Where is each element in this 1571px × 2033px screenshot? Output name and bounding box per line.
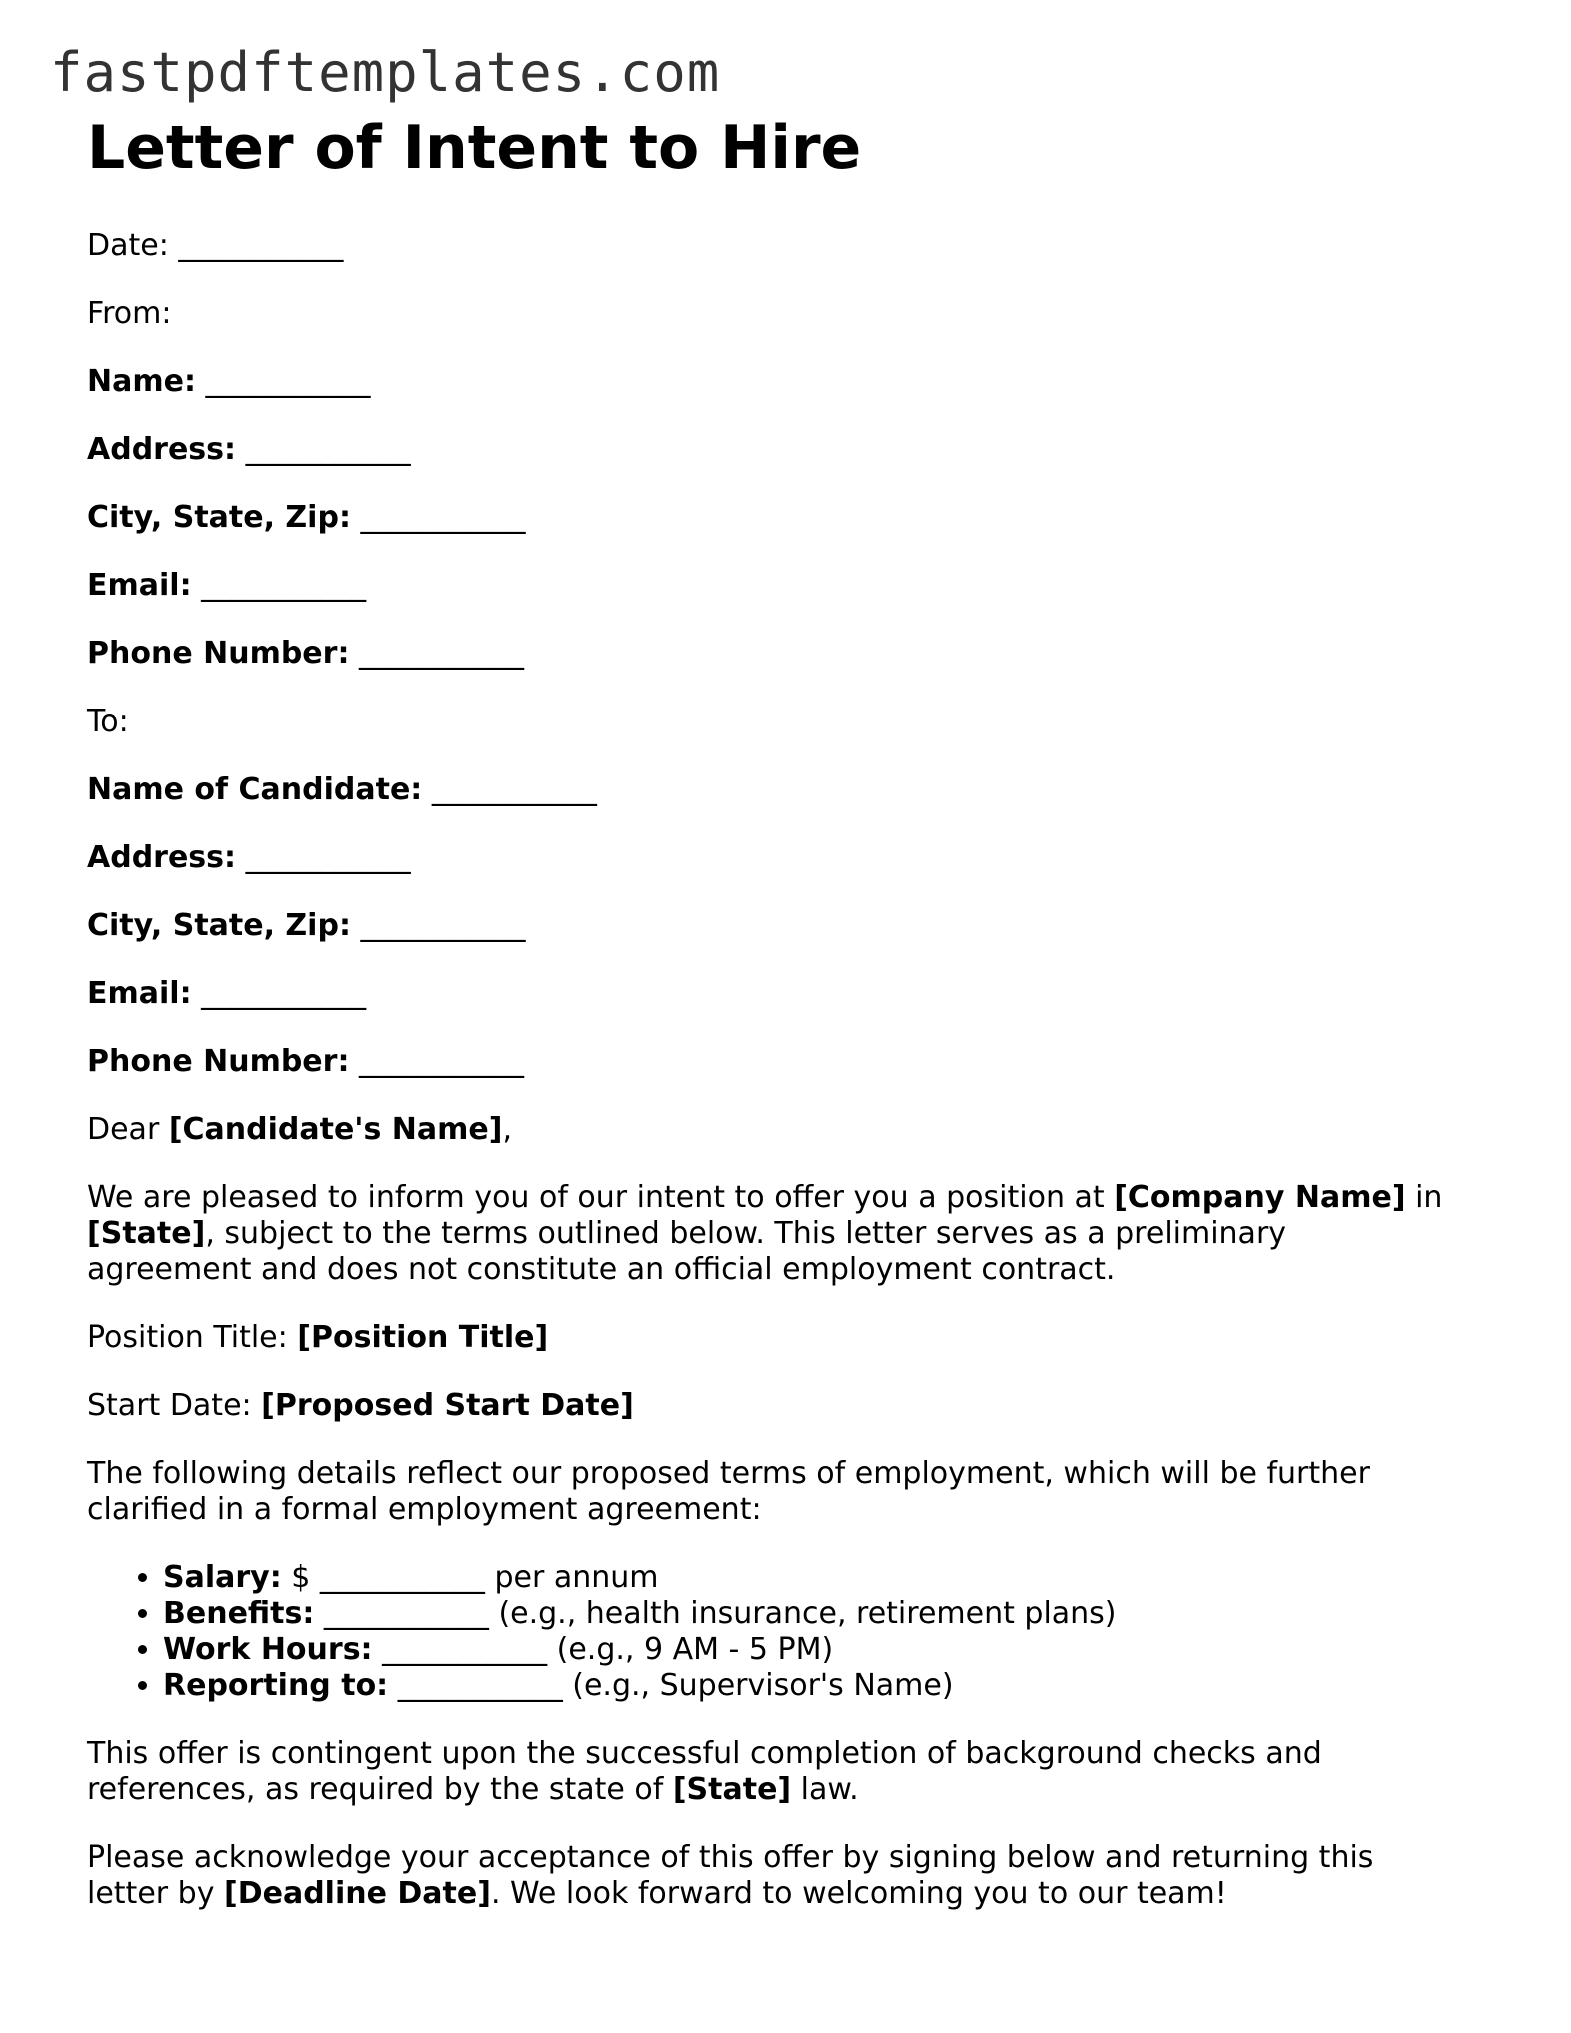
candidate-phone-line [87, 1044, 1507, 1080]
term-blank: ___________ [397, 1668, 563, 1703]
contingency-line-1: This offer is contingent upon the successful completion of background checks and [87, 1736, 1322, 1771]
list-item-benefits [163, 1596, 1507, 1632]
date-blank: ___________ [178, 228, 344, 263]
salutation-prefix: Dear [87, 1112, 169, 1147]
sender-city-line [87, 500, 1507, 536]
sender-name-line [87, 364, 1507, 400]
term-pre: $ [281, 1560, 320, 1595]
candidate-address-line [87, 840, 1507, 876]
list-item-salary [163, 1560, 1507, 1596]
candidate-email-line [87, 976, 1507, 1012]
date-line [87, 228, 1507, 264]
closing-line-1: Please acknowledge your acceptance of this offer by signing below and returning this [87, 1840, 1374, 1875]
candidate-name-line [87, 772, 1507, 808]
contingency-line-2b: law. [791, 1772, 859, 1807]
term-post: (e.g., health insurance, retirement plans) [488, 1596, 1117, 1631]
closing-paragraph [87, 1840, 1507, 1912]
term-pre [314, 1596, 324, 1631]
list-item-reporting-to [163, 1668, 1507, 1704]
company-name: [Company Name] [1114, 1180, 1406, 1215]
candidate-name-blank: ___________ [431, 772, 597, 807]
contingency-paragraph [87, 1736, 1507, 1808]
term-label: Benefits: [163, 1596, 315, 1631]
date-label: Date: [87, 228, 169, 263]
sender-name-label: Name: [87, 364, 196, 399]
candidate-name-label: Name of Candidate: [87, 772, 423, 807]
intro-text-1: We are pleased to inform you of our intent to offer you a position at [87, 1180, 1115, 1215]
position-value: [Position Title] [297, 1320, 549, 1355]
position-label: Position Title: [87, 1320, 298, 1355]
term-pre [373, 1632, 383, 1667]
term-blank: ___________ [323, 1596, 489, 1631]
intro-text-3: , subject to the terms outlined below. This letter serves as a preliminary [205, 1216, 1287, 1251]
term-label: Reporting to: [163, 1668, 389, 1703]
sender-address-line [87, 432, 1507, 468]
sender-address-blank: ___________ [245, 432, 411, 467]
terms-intro [87, 1456, 1507, 1528]
candidate-city-label: City, State, Zip: [87, 908, 351, 943]
term-blank: ___________ [382, 1632, 548, 1667]
term-blank: ___________ [319, 1560, 485, 1595]
candidate-email-blank: ___________ [201, 976, 367, 1011]
sender-city-label: City, State, Zip: [87, 500, 351, 535]
candidate-address-blank: ___________ [245, 840, 411, 875]
to-label: To: [87, 704, 129, 739]
closing-line-2a: letter by [87, 1876, 224, 1911]
salutation-name: [Candidate's Name] [168, 1112, 503, 1147]
start-date-value: [Proposed Start Date] [261, 1388, 634, 1423]
term-label: Salary: [163, 1560, 282, 1595]
from-label: From: [87, 296, 172, 331]
term-pre [388, 1668, 398, 1703]
contingency-state: [State] [672, 1772, 792, 1807]
closing-line-2b: . We look forward to welcoming you to our team! [490, 1876, 1227, 1911]
start-date-label: Start Date: [87, 1388, 262, 1423]
sender-email-line [87, 568, 1507, 604]
intro-text-4: agreement and does not constitute an official employment contract. [87, 1252, 1116, 1287]
deadline-date: [Deadline Date] [223, 1876, 491, 1911]
terms-intro-line-1: The following details reflect our proposed terms of employment, which will be further [87, 1456, 1370, 1491]
candidate-address-label: Address: [87, 840, 237, 875]
sender-city-blank: ___________ [360, 500, 526, 535]
term-post: (e.g., Supervisor's Name) [562, 1668, 954, 1703]
terms-intro-line-2: clarified in a formal employment agreement: [87, 1492, 762, 1527]
list-item-work-hours [163, 1632, 1507, 1668]
position-line [87, 1320, 1507, 1356]
sender-address-label: Address: [87, 432, 237, 467]
sender-email-blank: ___________ [201, 568, 367, 603]
intro-paragraph [87, 1180, 1507, 1288]
document-body [87, 112, 1507, 1912]
candidate-email-label: Email: [87, 976, 192, 1011]
terms-list [87, 1560, 1507, 1704]
intro-text-2: in [1405, 1180, 1443, 1215]
contingency-line-2a: references, as required by the state of [87, 1772, 673, 1807]
salutation [87, 1112, 1507, 1148]
salutation-suffix: , [502, 1112, 513, 1147]
candidate-city-line [87, 908, 1507, 944]
sender-phone-blank: ___________ [359, 636, 524, 671]
term-post: (e.g., 9 AM - 5 PM) [547, 1632, 834, 1667]
intro-state: [State] [87, 1216, 206, 1251]
candidate-phone-label: Phone Number: [87, 1044, 350, 1079]
term-label: Work Hours: [163, 1632, 373, 1667]
candidate-phone-blank: ___________ [359, 1044, 524, 1079]
watermark: fastpdftemplates.com [50, 41, 721, 104]
start-date-line [87, 1388, 1507, 1424]
sender-phone-label: Phone Number: [87, 636, 350, 671]
sender-phone-line [87, 636, 1507, 672]
term-post: per annum [484, 1560, 659, 1595]
sender-name-blank: ___________ [205, 364, 371, 399]
page-title: Letter of Intent to Hire [87, 113, 862, 183]
candidate-city-blank: ___________ [360, 908, 526, 943]
sender-email-label: Email: [87, 568, 192, 603]
